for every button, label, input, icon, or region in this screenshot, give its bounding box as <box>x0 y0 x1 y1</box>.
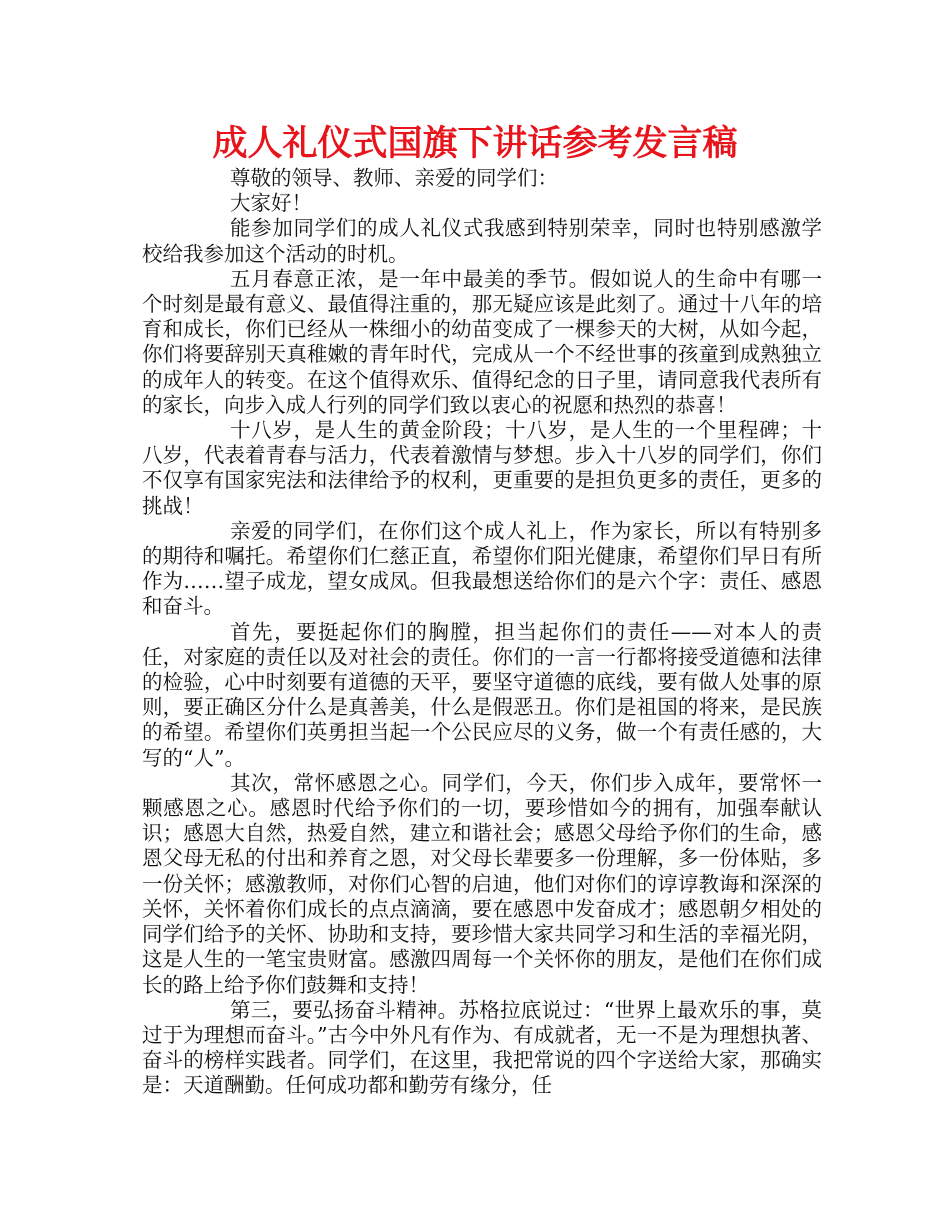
paragraph: 第三，要弘扬奋斗精神。苏格拉底说过：“世界上最欢乐的事，莫过于为理想而奋斗。”古今中外凡有作为、有成就者，无一不是为理想执著、奋斗的榜样实践者。同学们，在这里，我把常说的四个字送给大家，那确实是：天道酬勤。任何成功都和勤劳有缘分，任 <box>142 997 822 1098</box>
paragraph: 亲爱的同学们，在你们这个成人礼上，作为家长，所以有特别多的期待和嘱托。希望你们仁慈正直，希望你们阳光健康，希望你们早日有所作为……望子成龙，望女成凤。但我最想送给你们的是六个字：责任、感恩和奋斗。 <box>142 518 822 619</box>
paragraph: 能参加同学们的成人礼仪式我感到特别荣幸，同时也特别感激学校给我参加这个活动的时机。 <box>142 216 822 266</box>
paragraph: 五月春意正浓，是一年中最美的季节。假如说人的生命中有哪一个时刻是最有意义、最值得注重的，那无疑应该是此刻了。通过十八年的培育和成长，你们已经从一株细小的幼苗变成了一棵参天的大树，从如今起，你们将要辞别天真稚嫩的青年时代，完成从一个不经世事的孩童到成熟独立的成年人的转变。在这个值得欢乐、值得纪念的日子里，请同意我代表所有的家长，向步入成人行列的同学们致以衷心的祝愿和热烈的恭喜！ <box>142 266 822 417</box>
document-body <box>142 166 822 1099</box>
paragraph: 首先，要挺起你们的胸膛，担当起你们的责任——对本人的责任，对家庭的责任以及对社会的责任。你们的一言一行都将接受道德和法律的检验，心中时刻要有道德的天平，要坚守道德的底线，要有做人处事的原则，要正确区分什么是真善美，什么是假恶丑。你们是祖国的将来，是民族的希望。希望你们英勇担当起一个公民应尽的义务，做一个有责任感的，大写的“人”。 <box>142 619 822 770</box>
paragraph: 其次，常怀感恩之心。同学们，今天，你们步入成年，要常怀一颗感恩之心。感恩时代给予你们的一切，要珍惜如今的拥有，加强奉献认识；感恩大自然，热爱自然，建立和谐社会；感恩父母给予你们的生命，感恩父母无私的付出和养育之恩，对父母长辈要多一份理解，多一份体贴，多一份关怀；感激教师，对你们心智的启迪，他们对你们的谆谆教诲和深深的关怀，关怀着你们成长的点点滴滴，要在感恩中发奋成才；感恩朝夕相处的同学们给予的关怀、协助和支持，要珍惜大家共同学习和生活的幸福光阴，这是人生的一笔宝贵财富。感激四周每一个关怀你的朋友，是他们在你们成长的路上给予你们鼓舞和支持！ <box>142 770 822 997</box>
paragraph: 十八岁，是人生的黄金阶段；十八岁，是人生的一个里程碑；十八岁，代表着青春与活力，代表着激情与梦想。步入十八岁的同学们，你们不仅享有国家宪法和法律给予的权利，更重要的是担负更多的责任，更多的挑战！ <box>142 418 822 518</box>
paragraph-greeting: 大家好！ <box>230 191 312 216</box>
paragraph-salutation: 尊敬的领导、教师、亲爱的同学们： <box>230 166 558 190</box>
document-title: 成人礼仪式国旗下讲话参考发言稿 <box>212 124 738 164</box>
